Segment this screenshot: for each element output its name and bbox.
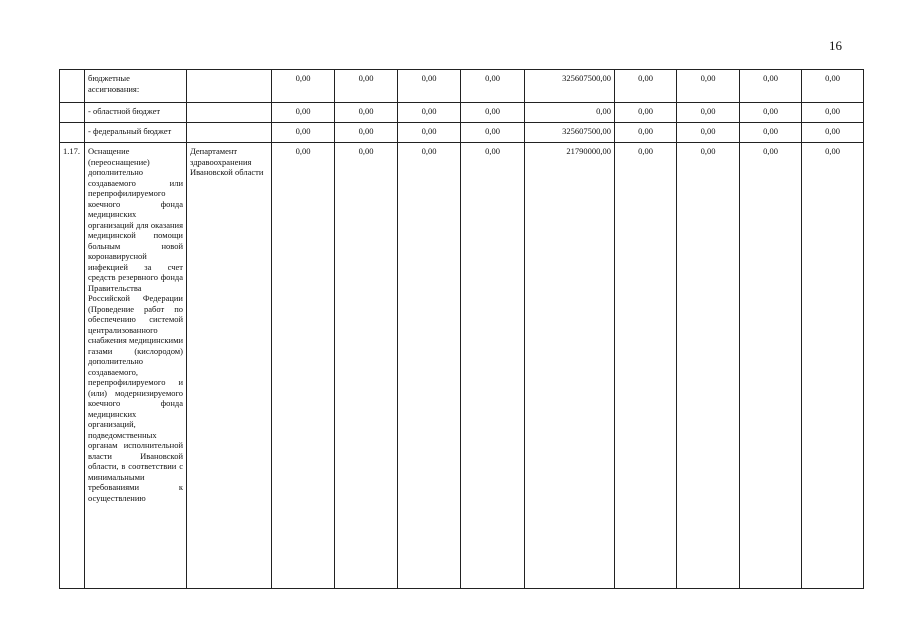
budget-table bbox=[59, 69, 864, 589]
value-cell: 0,00 bbox=[802, 143, 864, 589]
row-index bbox=[60, 103, 85, 123]
table-row bbox=[60, 123, 864, 143]
value-cell: 0,00 bbox=[461, 143, 525, 589]
row-executor: Департамент здравоохранения Ивановской области bbox=[187, 143, 272, 589]
value-cell: 0,00 bbox=[398, 123, 461, 143]
value-cell: 0,00 bbox=[398, 70, 461, 103]
value-cell: 0,00 bbox=[740, 143, 802, 589]
value-cell: 0,00 bbox=[677, 70, 740, 103]
row-index bbox=[60, 70, 85, 103]
value-cell: 0,00 bbox=[398, 103, 461, 123]
value-cell: 325607500,00 bbox=[525, 123, 615, 143]
value-cell: 0,00 bbox=[335, 70, 398, 103]
row-name-text: Оснащение (переоснащение) дополнительно создаваемого или перепрофилируемого коечного фонда медицинских организаций для оказания медицинской помощи больным новой коронавирусной инфекцией за счет средств резервного фонда Правительства Российской Федерации (Проведение работ по обеспечению системой централизованного снабжения медицинскими газами (кислородом) дополнительно создаваемого, перепрофилируемого и (или) модернизируемого коечного фонда медицинских организаций, подведомственных органам исполнительной власти Ивановской области, в соответствии с минимальными требованиями к осуществлению bbox=[88, 146, 183, 503]
value-cell: 0,00 bbox=[677, 103, 740, 123]
row-name bbox=[85, 143, 187, 589]
row-name: - областной бюджет bbox=[85, 103, 187, 123]
row-index bbox=[60, 123, 85, 143]
value-cell: 0,00 bbox=[802, 103, 864, 123]
value-cell: 0,00 bbox=[272, 123, 335, 143]
row-executor bbox=[187, 103, 272, 123]
value-cell: 0,00 bbox=[398, 143, 461, 589]
value-cell: 0,00 bbox=[677, 123, 740, 143]
value-cell: 0,00 bbox=[335, 143, 398, 589]
value-cell: 0,00 bbox=[615, 70, 677, 103]
value-cell: 0,00 bbox=[740, 70, 802, 103]
table-row bbox=[60, 103, 864, 123]
value-cell: 0,00 bbox=[802, 70, 864, 103]
value-cell: 0,00 bbox=[272, 103, 335, 123]
value-cell: 0,00 bbox=[615, 143, 677, 589]
value-cell: 0,00 bbox=[272, 70, 335, 103]
value-cell: 0,00 bbox=[802, 123, 864, 143]
row-executor bbox=[187, 123, 272, 143]
value-cell: 0,00 bbox=[615, 123, 677, 143]
value-cell: 0,00 bbox=[525, 103, 615, 123]
row-executor bbox=[187, 70, 272, 103]
value-cell: 0,00 bbox=[335, 103, 398, 123]
value-cell: 0,00 bbox=[740, 103, 802, 123]
value-cell: 0,00 bbox=[335, 123, 398, 143]
value-cell: 325607500,00 bbox=[525, 70, 615, 103]
value-cell: 0,00 bbox=[740, 123, 802, 143]
value-cell: 0,00 bbox=[272, 143, 335, 589]
table-row bbox=[60, 70, 864, 103]
value-cell: 0,00 bbox=[615, 103, 677, 123]
row-name: - федеральный бюджет bbox=[85, 123, 187, 143]
value-cell: 0,00 bbox=[461, 103, 525, 123]
table-row bbox=[60, 143, 864, 589]
value-cell: 0,00 bbox=[677, 143, 740, 589]
value-cell: 0,00 bbox=[461, 123, 525, 143]
page-number: 16 bbox=[829, 38, 842, 53]
value-cell: 0,00 bbox=[461, 70, 525, 103]
row-index: 1.17. bbox=[60, 143, 85, 589]
value-cell: 21790000,00 bbox=[525, 143, 615, 589]
row-name: бюджетные ассигнования: bbox=[85, 70, 187, 103]
